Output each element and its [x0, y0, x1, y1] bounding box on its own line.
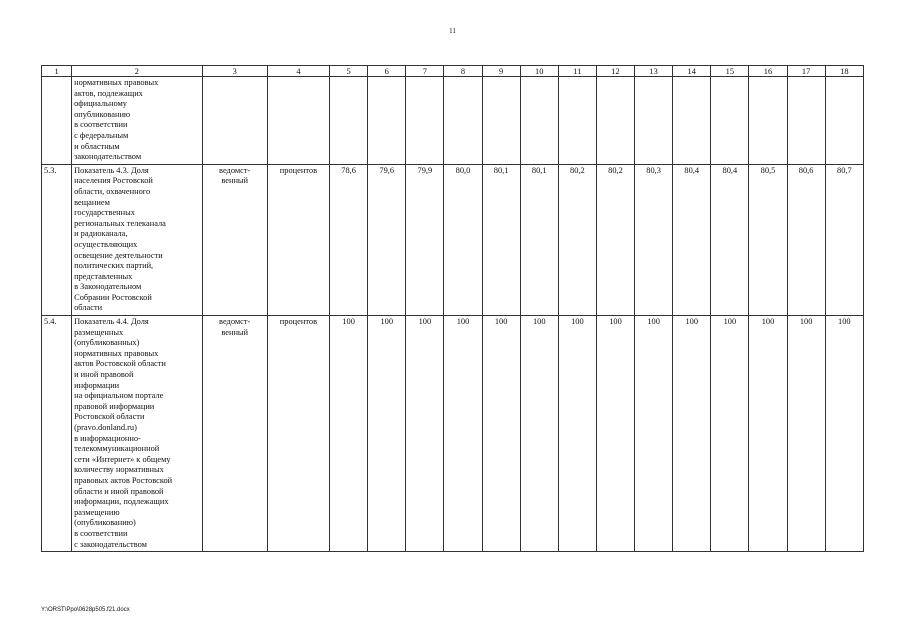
value-cell: 100	[749, 316, 787, 552]
column-number-cell: 5	[330, 66, 368, 77]
column-number-cell: 8	[444, 66, 482, 77]
column-number-cell: 16	[749, 66, 787, 77]
column-number-cell: 7	[406, 66, 444, 77]
value-cell	[787, 77, 825, 165]
table-row	[42, 164, 864, 315]
row-number-cell: 5.3.	[42, 164, 72, 315]
column-number-cell: 18	[825, 66, 863, 77]
page-number: 11	[449, 27, 456, 35]
value-cell: 100	[596, 316, 634, 552]
value-cell: 100	[330, 316, 368, 552]
value-cell: 80,4	[711, 164, 749, 315]
value-cell: 100	[711, 316, 749, 552]
column-number-cell: 14	[673, 66, 711, 77]
value-cell: 100	[406, 316, 444, 552]
value-cell: 80,4	[673, 164, 711, 315]
value-cell: 79,9	[406, 164, 444, 315]
column-number-cell: 10	[520, 66, 558, 77]
value-cell	[749, 77, 787, 165]
value-cell	[825, 77, 863, 165]
column-number-cell: 11	[558, 66, 596, 77]
value-cell: 100	[825, 316, 863, 552]
value-cell	[635, 77, 673, 165]
value-cell: 100	[635, 316, 673, 552]
indicator-type-cell: ведомст- венный	[202, 316, 267, 552]
indicators-table	[41, 65, 864, 552]
indicator-name-cell: нормативных правовых актов, подлежащих официальному опубликованию в соответствии с федеральным и областным законодательством	[72, 77, 202, 165]
value-cell: 79,6	[368, 164, 406, 315]
value-cell: 100	[368, 316, 406, 552]
file-path-footer: Y:\ORST\Ppo\0628p505.f21.docx	[41, 607, 130, 613]
column-number-row	[42, 66, 864, 77]
value-cell: 100	[482, 316, 520, 552]
column-number-cell: 15	[711, 66, 749, 77]
value-cell: 78,6	[330, 164, 368, 315]
table-row	[42, 77, 864, 165]
table-body	[42, 66, 864, 552]
column-number-cell: 9	[482, 66, 520, 77]
indicator-name-cell: Показатель 4.4. Доля размещенных (опубликованных) нормативных правовых актов Ростовской области и иной правовой информации на официальном портале правовой информации Ростовской области (pravo.donland.ru) в информационно- телекоммуникационной сети «Интернет» к общему количеству нормативных правовых актов Ростовской области и иной правовой информации, подлежащих размещению (опубликованию) в соответствии с законодательством	[72, 316, 202, 552]
indicator-type-cell	[202, 77, 267, 165]
value-cell: 80,2	[596, 164, 634, 315]
value-cell	[558, 77, 596, 165]
column-number-cell: 2	[72, 66, 202, 77]
value-cell	[711, 77, 749, 165]
row-number-cell	[42, 77, 72, 165]
value-cell	[406, 77, 444, 165]
value-cell	[520, 77, 558, 165]
value-cell: 80,3	[635, 164, 673, 315]
column-number-cell: 12	[596, 66, 634, 77]
unit-cell: процентов	[267, 164, 329, 315]
column-number-cell: 17	[787, 66, 825, 77]
value-cell: 80,1	[482, 164, 520, 315]
column-number-cell: 4	[267, 66, 329, 77]
column-number-cell: 6	[368, 66, 406, 77]
unit-cell	[267, 77, 329, 165]
table-row	[42, 316, 864, 552]
value-cell	[673, 77, 711, 165]
value-cell: 80,7	[825, 164, 863, 315]
column-number-cell: 1	[42, 66, 72, 77]
value-cell: 100	[787, 316, 825, 552]
indicator-type-cell: ведомст- венный	[202, 164, 267, 315]
value-cell: 80,6	[787, 164, 825, 315]
value-cell: 80,1	[520, 164, 558, 315]
value-cell: 100	[673, 316, 711, 552]
indicator-name-cell: Показатель 4.3. Доля населения Ростовской области, охваченного вещанием государственных региональных телеканала и радиоканала, осуществляющих освещение деятельности политических партий, представленных в Законодательном Собрании Ростовской области	[72, 164, 202, 315]
column-number-cell: 13	[635, 66, 673, 77]
value-cell	[330, 77, 368, 165]
column-number-cell: 3	[202, 66, 267, 77]
row-number-cell: 5.4.	[42, 316, 72, 552]
value-cell: 100	[444, 316, 482, 552]
value-cell: 80,2	[558, 164, 596, 315]
unit-cell: процентов	[267, 316, 329, 552]
value-cell	[596, 77, 634, 165]
value-cell	[444, 77, 482, 165]
value-cell: 80,0	[444, 164, 482, 315]
value-cell: 80,5	[749, 164, 787, 315]
value-cell: 100	[520, 316, 558, 552]
value-cell: 100	[558, 316, 596, 552]
value-cell	[482, 77, 520, 165]
value-cell	[368, 77, 406, 165]
